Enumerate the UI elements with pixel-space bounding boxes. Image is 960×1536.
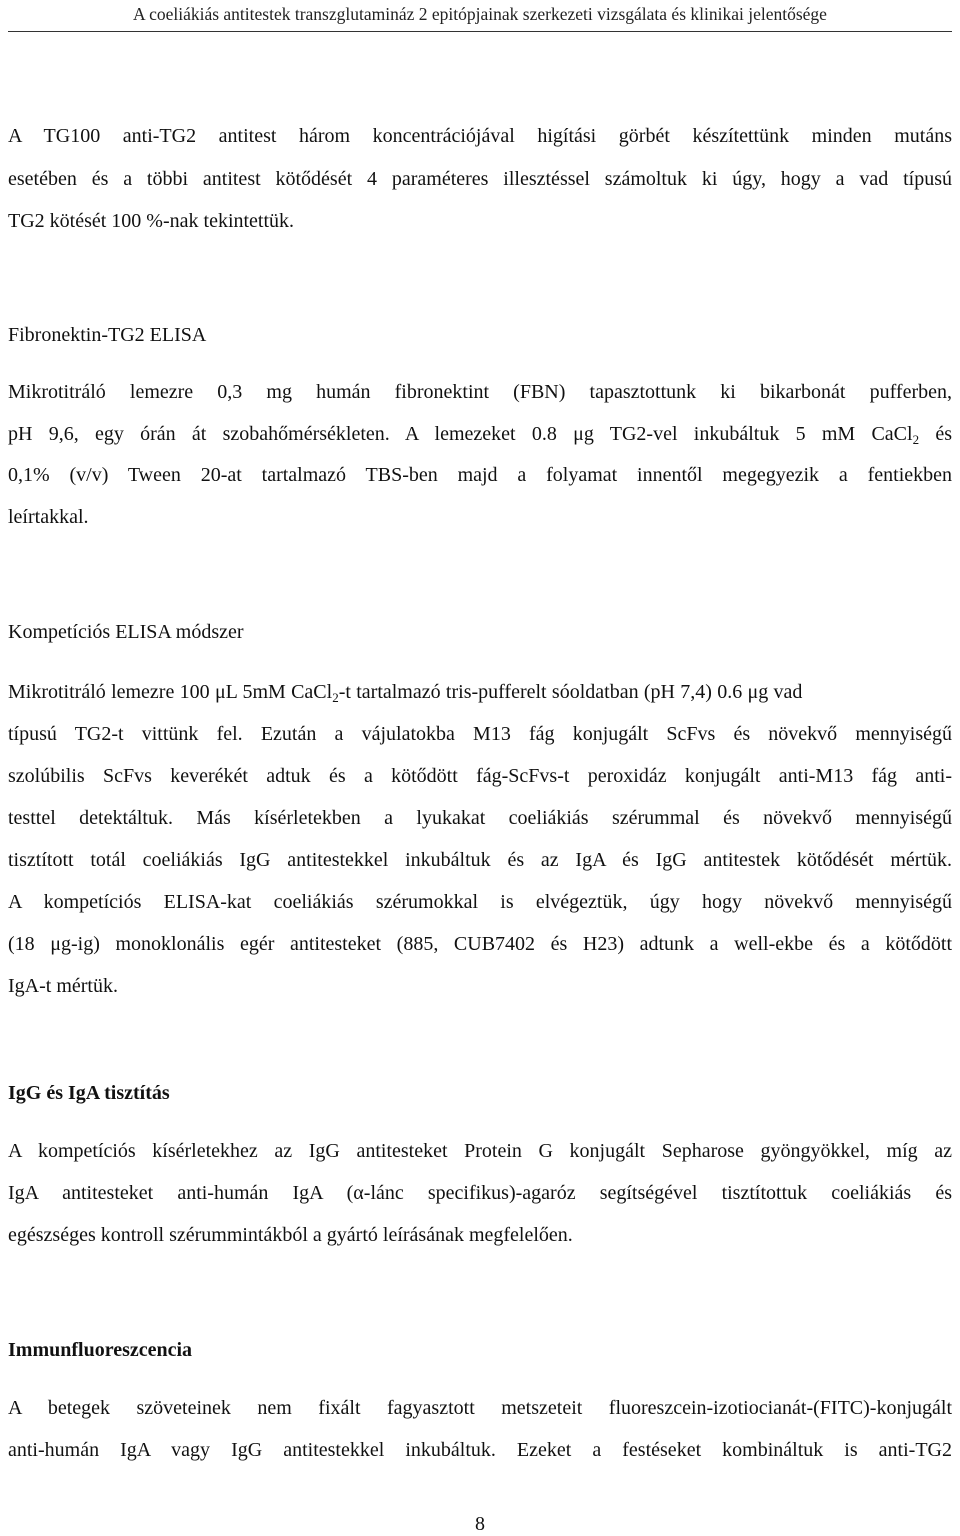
paragraph-line: 0,1% (v/v) Tween 20-at tartalmazó TBS-ben majd a folyamat innentől megegyezik a fentiekben [8,464,952,486]
paragraph-line: IgA antitesteket anti-humán IgA (α-lánc specifikus)-agaróz segítségével tisztítottuk coeliákiás és [8,1182,952,1204]
paragraph-line: A betegek szöveteinek nem fixált fagyasztott metszeteit fluoreszcein-izotiocianát-(FITC)-konjugált [8,1397,952,1419]
section-heading-igg: IgG és IgA tisztítás [8,1082,170,1104]
section-heading-fibronektin: Fibronektin-TG2 ELISA [8,324,207,346]
text-span: -t tartalmazó tris-pufferelt sóoldatban (pH 7,4) 0.6 μg vad [338,681,803,703]
text-span: és [919,423,952,445]
paragraph-line: A TG100 anti-TG2 antitest három koncentrációjával higítási görbét készítettünk minden mutáns [8,125,952,147]
paragraph-line: Mikrotitráló lemezre 0,3 mg humán fibronektint (FBN) tapasztottunk ki bikarbonát pufferben, [8,381,952,403]
paragraph-line: szolúbilis ScFvs keverékét adtuk és a kötődött fág-ScFvs-t peroxidáz konjugált anti-M13 fág anti- [8,765,952,787]
paragraph-line: anti-humán IgA vagy IgG antitestekkel inkubáltuk. Ezeket a festéseket kombináltuk is anti-TG2 [8,1439,952,1461]
text-span: pH 9,6, egy órán át szobahőmérsékleten. A lemezeket 0.8 μg TG2-vel inkubáltuk 5 mM CaCl [8,423,913,445]
section-heading-kompeticios: Kompetíciós ELISA módszer [8,621,244,643]
header-divider [8,31,952,32]
page-number: 8 [475,1513,485,1535]
paragraph-line [8,680,952,704]
paragraph-line: leírtakkal. [8,506,89,528]
subscript: 2 [912,432,920,447]
paragraph-line: A kompetíciós ELISA-kat coeliákiás szérumokkal is elvégeztük, úgy hogy növekvő mennyiségű [8,891,952,913]
running-header: A coeliákiás antitestek transzglutamináz 2 epitópjainak szerkezeti vizsgálata és klinikai jelentősége [133,4,827,24]
paragraph-line: TG2 kötését 100 %-nak tekintettük. [8,210,295,232]
paragraph-line: típusú TG2-t vittünk fel. Ezután a vájulatokba M13 fág konjugált ScFvs és növekvő mennyiségű [8,723,952,745]
section-heading-immuno: Immunfluoreszcencia [8,1339,193,1361]
paragraph-line: egészséges kontroll szérummintákból a gyártó leírásának megfelelően. [8,1224,573,1246]
paragraph-line: IgA-t mértük. [8,975,118,997]
paragraph-line: tisztított totál coeliákiás IgG antitestekkel inkubáltuk és az IgA és IgG antitestek kötődését mértük. [8,849,952,871]
paragraph-line: esetében és a többi antitest kötődését 4 paraméteres illesztéssel számoltuk ki úgy, hogy a vad típusú [8,168,952,190]
paragraph-line: testtel detektáltuk. Más kísérletekben a lyukakat coeliákiás szérummal és növekvő mennyiségű [8,807,952,829]
paragraph-line: (18 μg-ig) monoklonális egér antitesteket (885, CUB7402 és H23) adtunk a well-ekbe és a kötődött [8,933,952,955]
paragraph-line: A kompetíciós kísérletekhez az IgG antitesteket Protein G konjugált Sepharose gyöngyökkel, míg az [8,1140,952,1162]
paragraph-line [8,422,952,446]
subscript: 2 [332,690,339,705]
text-span: Mikrotitráló lemezre 100 μL 5mM CaCl [8,681,333,703]
